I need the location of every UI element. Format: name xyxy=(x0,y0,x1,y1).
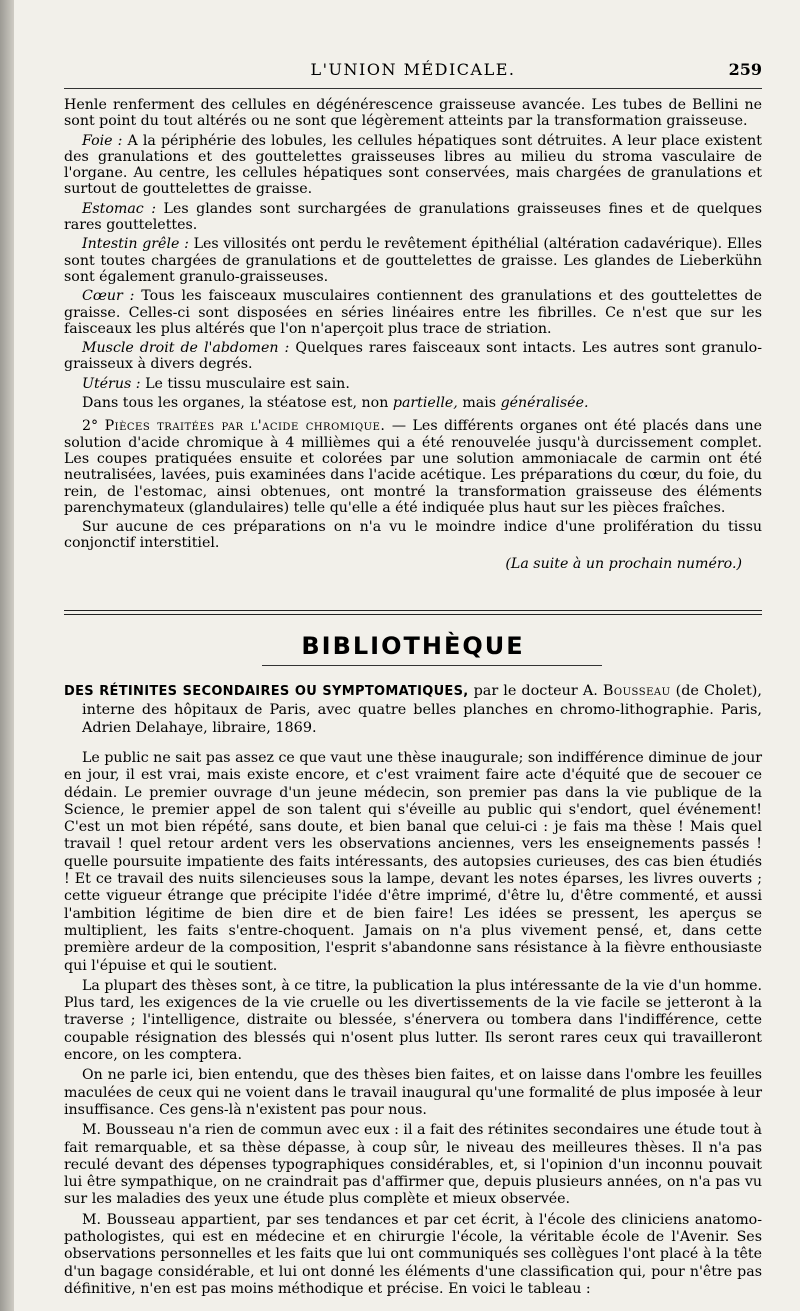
scan-edge-shadow xyxy=(0,0,14,1311)
running-head xyxy=(64,60,762,84)
paragraph-abdominal-muscle: Muscle droit de l'abdomen : Quelques rares faisceaux sont intacts. Les autres sont granulo-graisseux à divers degrés. xyxy=(64,340,762,373)
rubric-abdominal-muscle: Muscle droit de l'abdomen : xyxy=(82,340,290,357)
review-paragraph: Le public ne sait pas assez ce que vaut une thèse inaugurale; son indifférence diminue de jour en jour, il est vrai, mais existe encore, et c'est vraiment faire acte d'équité que de secouer ce dédain. Le premier ouvrage d'un jeune médecin, son premier pas dans la vie publique de la Science, le premier appel de son talent qui s'éveille au public qui s'endort, quel événement! C'est un mot bien répété, sans doute, et bien banal que celui-ci : je fais ma thèse ! Mais quel travail ! quel retour ardent vers les observations anciennes, vers les enseignements passés ! quelle poursuite impatiente des faits intéressants, des autopsies curieuses, des cas bien étudiés ! Et ce travail des nuits silencieuses sous la lampe, devant les notes éparses, les livres ouverts ; cette vigueur étrange que précipite l'idée d'être imprimé, d'être lu, d'être commenté, et aussi l'ambition légitime de bien dire et de bien faire! Les idées se pressent, les aperçus se multiplient, les faits s'entre-choquent. Jamais on n'a plus vivement pensé, et, dans cette première ardeur de la composition, l'esprit s'abandonne sans résistance à la fièvre enthousiaste qui l'épuise et qui le soutient. xyxy=(64,750,762,974)
title-rule xyxy=(262,665,602,666)
review-paragraph: M. Bousseau appartient, par ses tendances et par cet écrit, à l'école des cliniciens anatomo-pathologistes, qui est en médecine et en chirurgie l'école, la véritable école de l'Avenir. Ses observations personnelles et les faits que lui ont communiqués ses collègues l'ont placé à la tête d'un bagage considérable, et lui ont donné les éléments d'une classification qui, pour n'être pas définitive, n'en est pas moins méthodique et précise. En voici le tableau : xyxy=(64,1211,762,1297)
section-title: BIBLIOTHÈQUE xyxy=(301,632,525,660)
review-paragraph: La plupart des thèses sont, à ce titre, la publication la plus intéressante de la vie d'un homme. Plus tard, les exigences de la vie cruelle ou les divertissements de la vie facile se jetteront à la traverse ; l'intelligence, distraite ou blessée, s'énervera ou tombera dans l'indifférence, cette coupable résignation des blessés qui n'osent plus lutter. Ils seront rares ceux qui travailleront encore, on les comptera. xyxy=(64,977,762,1064)
review-paragraph: M. Bousseau n'a rien de commun avec eux : il a fait des rétinites secondaires une étude tout à fait remarquable, et sa thèse dépasse, à coup sûr, le niveau des meilleures thèses. Il n'a pas reculé devant des dépenses typographiques considérables, et, si l'opinion d'un inconnu pouvait lui être sympathique, on ne craindrait pas d'affirmer que, depuis plusieurs années, on n'a pas vu sur les maladies des yeux une étude plus complète et mieux observée. xyxy=(64,1122,762,1208)
rubric-heart: Cœur : xyxy=(82,288,135,305)
rubric-small-intestine: Intestin grêle : xyxy=(82,236,189,253)
paragraph-uterus: Utérus : Le tissu musculaire est sain. xyxy=(82,375,350,392)
paragraph-interstitial: Sur aucune de ces préparations on n'a vu le moindre indice d'une prolifération du tissu conjonctif interstitiel. xyxy=(64,519,762,552)
page-number: 259 xyxy=(728,60,762,79)
article-continuation xyxy=(64,97,762,572)
section-divider xyxy=(64,610,762,615)
paragraph-stomach: Estomac : Les glandes sont surchargées de granulations graisseuses fines et de quelques rares gouttelettes. xyxy=(64,200,762,234)
paragraph-kidney: Henle renferment des cellules en dégénérescence graisseuse avancée. Les tubes de Bellini ne sont point du tout altérés ou ne sont que légèrement atteints par la transformation graisseuse. xyxy=(64,97,762,130)
chromic-heading: Pièces traitées par l'acide chromique. xyxy=(104,418,386,435)
rubric-stomach: Estomac : xyxy=(82,200,157,217)
header-rule xyxy=(64,88,762,89)
book-author: Bousseau xyxy=(602,683,671,699)
book-review xyxy=(64,750,762,1298)
book-citation: DES RÉTINITES SECONDAIRES OU SYMPTOMATIQUES, par le docteur A. Bousseau (de Cholet), interne des hôpitaux de Paris, avec quatre belles planches en chromo-lithographie. Paris, Adrien Delahaye, libraire, 1869. xyxy=(64,683,762,736)
paragraph-liver: Foie : A la périphérie des lobules, les cellules hépatiques sont détruites. A leur place existent des granulations et des gouttelettes graisseuses libres au milieu du stroma vasculaire de l'organe. Au centre, les cellules hépatiques sont conservées, mais chargées de granulations et surtout de gouttelettes de graisse. xyxy=(64,132,762,198)
paragraph-conclusion: Dans tous les organes, la stéatose est, non partielle, mais généralisée. xyxy=(82,395,589,412)
rubric-liver: Foie : xyxy=(82,132,123,149)
rubric-uterus: Utérus : xyxy=(82,375,141,392)
book-title: DES RÉTINITES SECONDAIRES OU SYMPTOMATIQUES, xyxy=(64,684,469,699)
running-title: L'UNION MÉDICALE. xyxy=(310,60,516,79)
review-paragraph: On ne parle ici, bien entendu, que des thèses bien faites, et on laisse dans l'ombre les feuilles maculées de ceux qui ne voient dans le travail inaugural qu'une formalité de plus imposée à leur insuffisance. Ces gens-là n'existent pas pour nous. xyxy=(64,1067,762,1118)
paragraph-chromic-acid: 2° Pièces traitées par l'acide chromique. — Les différents organes ont été placés dans une solution d'acide chromique à 4 millièmes qui a été renouvelée jusqu'à durcissement complet. Les coupes pratiquées ensuite et colorées par une solution ammoniacale de carmin ont été neutralisées, lavées, puis examinées dans l'acide acétique. Les préparations du cœur, du foie, du rein, de l'estomac, ainsi obtenues, ont montré la transformation graisseuse des éléments parenchymateux (glandulaires) telle qu'elle a été indiquée plus haut sur les pièces fraîches. xyxy=(64,418,762,516)
book-entry xyxy=(64,682,762,737)
paragraph-small-intestine: Intestin grêle : Les villosités ont perdu le revêtement épithélial (altération cadavérique). Elles sont toutes chargées de granulations et de gouttelettes de graisse. Les glandes de Lieberkühn sont également granulo-graisseuses. xyxy=(64,236,762,285)
to-be-continued: (La suite à un prochain numéro.) xyxy=(505,555,742,572)
paragraph-heart: Cœur : Tous les faisceaux musculaires contiennent des granulations et des gouttelettes de graisse. Celles-ci sont disposées en séries linéaires entre les fibrilles. Ce n'est que sur les faisceaux les plus altérés que l'on n'aperçoit plus trace de striation. xyxy=(64,288,762,337)
